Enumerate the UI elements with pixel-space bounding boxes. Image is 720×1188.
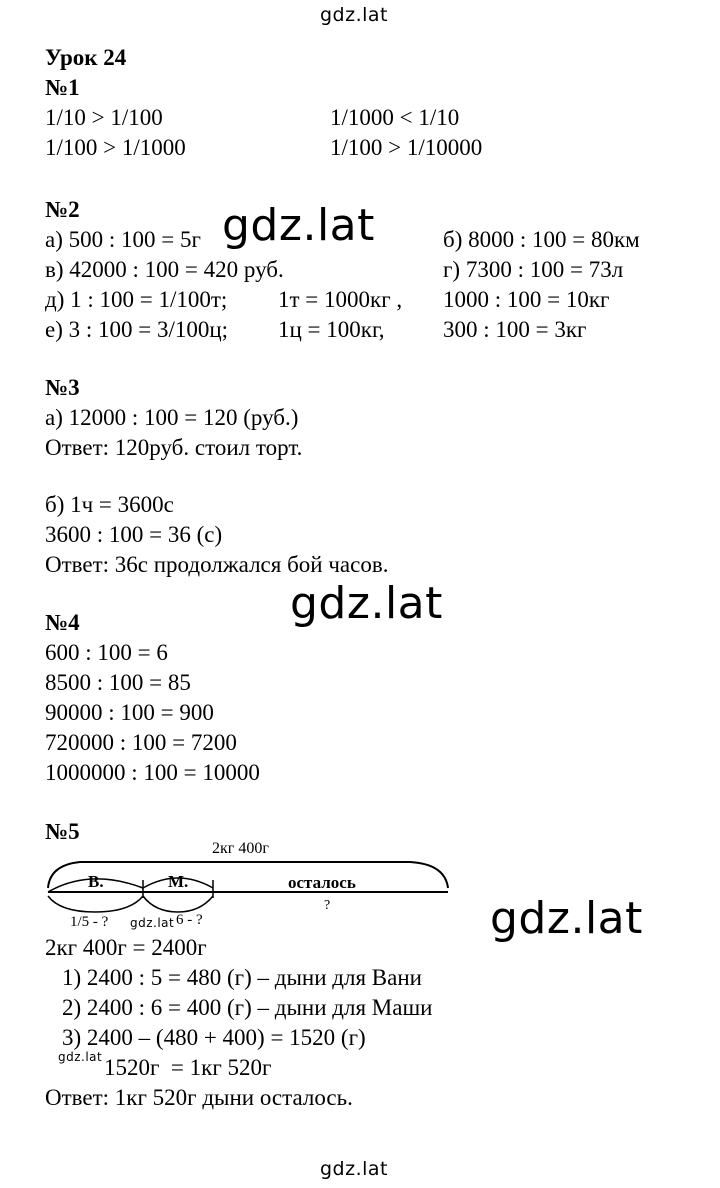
task1-row2-left: 1/100 > 1/1000 <box>45 135 186 160</box>
task5-line2: 1) 2400 : 5 = 480 (г) – дыни для Вани <box>62 965 422 990</box>
task3-line1: а) 12000 : 100 = 120 (руб.) <box>45 405 299 430</box>
diagram-frac-m: 6 - ? <box>176 912 203 928</box>
diagram-frac-v: 1/5 - ? <box>70 914 109 930</box>
task3-line4: 3600 : 100 = 36 (с) <box>45 522 223 547</box>
task2-row2-right: г) 7300 : 100 = 73л <box>443 257 624 282</box>
task2-row2-left: в) 42000 : 100 = 420 руб. <box>45 257 284 282</box>
task4-line1: 600 : 100 = 6 <box>45 640 168 665</box>
task1-row1-left: 1/10 > 1/100 <box>45 105 163 130</box>
task5-line3: 2) 2400 : 6 = 400 (г) – дыни для Маши <box>62 995 433 1020</box>
task3-heading: №3 <box>45 375 80 400</box>
task2-row1-left: а) 500 : 100 = 5г <box>45 227 201 252</box>
watermark-mid2: gdz.lat <box>290 578 443 629</box>
task2-row4-right: 300 : 100 = 3кг <box>443 317 587 342</box>
task2-row4-left: е) 3 : 100 = 3/100ц; <box>45 317 229 342</box>
task5-line4: 3) 2400 – (480 + 400) = 1520 (г) <box>62 1025 366 1050</box>
task2-heading: №2 <box>45 197 80 222</box>
total-brace <box>48 862 448 888</box>
diagram-total-label: 2кг 400г <box>212 840 269 857</box>
brace-m-bottom <box>143 896 213 912</box>
task4-line3: 90000 : 100 = 900 <box>45 700 214 725</box>
watermark-bottom: gdz.lat <box>320 1158 389 1180</box>
watermark-diagram: gdz.lat <box>130 916 175 930</box>
diagram-seg-v: В. <box>88 872 104 891</box>
task1-row1-right: 1/1000 < 1/10 <box>330 105 460 130</box>
task5-line6: Ответ: 1кг 520г дыни осталось. <box>45 1085 353 1110</box>
task1-heading: №1 <box>45 75 80 100</box>
watermark-mid1: gdz.lat <box>222 200 375 251</box>
task3-line3: б) 1ч = 3600с <box>45 492 174 517</box>
lesson-title: Урок 24 <box>45 45 127 70</box>
task2-row3-left: д) 1 : 100 = 1/100т; <box>45 287 228 312</box>
task2-row3-mid: 1т = 1000кг , <box>278 287 403 312</box>
task3-line2: Ответ: 120руб. стоил торт. <box>45 435 303 460</box>
task5-heading: №5 <box>45 819 80 844</box>
diagram-q-rest: ? <box>324 898 331 913</box>
segment-diagram <box>40 840 460 935</box>
task4-line5: 1000000 : 100 = 10000 <box>45 760 260 785</box>
task1-row2-right: 1/100 > 1/10000 <box>330 135 483 160</box>
task2-row4-mid: 1ц = 100кг, <box>278 317 385 342</box>
task2-row1-right: б) 8000 : 100 = 80км <box>443 227 640 252</box>
watermark-mid3: gdz.lat <box>490 893 643 944</box>
diagram-seg-m: М. <box>168 872 189 891</box>
watermark-top: gdz.lat <box>320 4 389 26</box>
task4-heading: №4 <box>45 610 80 635</box>
brace-v-bottom <box>48 896 143 912</box>
task2-row3-right: 1000 : 100 = 10кг <box>443 287 610 312</box>
task3-line5: Ответ: 36с продолжался бой часов. <box>45 552 389 577</box>
watermark-inline: gdz.lat <box>58 1050 103 1064</box>
task5-line5: 1520г = 1кг 520г <box>104 1055 272 1080</box>
diagram-seg-rest: осталось <box>288 873 356 892</box>
task4-line2: 8500 : 100 = 85 <box>45 670 191 695</box>
task4-line4: 720000 : 100 = 7200 <box>45 730 237 755</box>
task5-line1: 2кг 400г = 2400г <box>45 935 207 960</box>
